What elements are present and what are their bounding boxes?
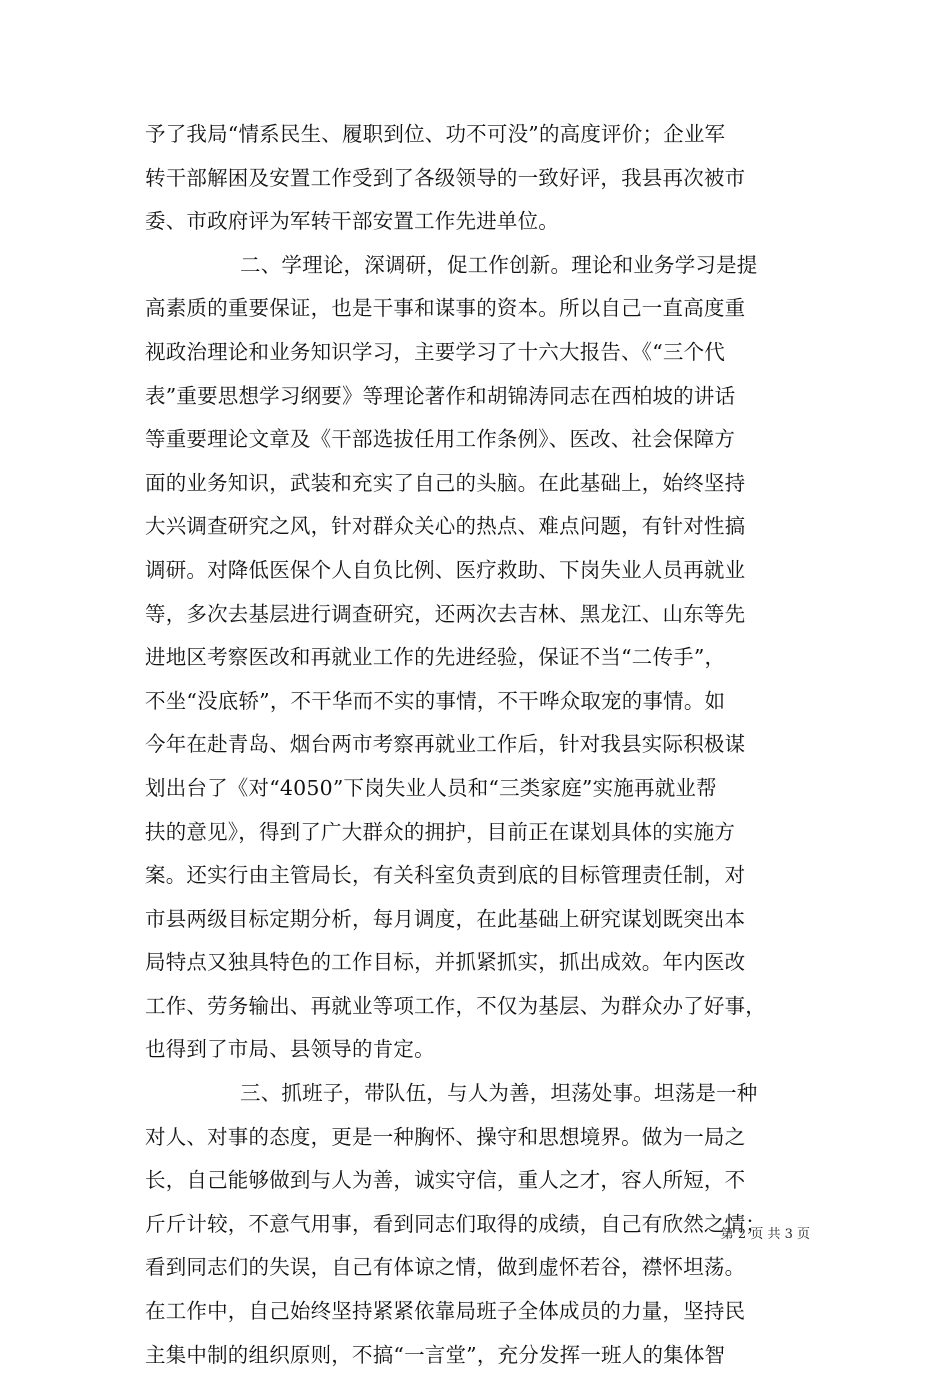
text-line: 面的业务知识，武装和充实了自己的头脑。在此基础上，始终坚持 [145, 470, 746, 495]
body-text [145, 113, 805, 1377]
text-line: 等重要理论文章及《干部选拔任用工作条例》、医改、社会保障方 [145, 427, 736, 452]
text-line: 看到同志们的失误，自己有体谅之情，做到虚怀若谷，襟怀坦荡。 [145, 1255, 746, 1280]
text-line: 今年在赴青岛、烟台两市考察再就业工作后，针对我县实际积极谋 [145, 732, 746, 757]
text-line: 表”重要思想学习纲要》等理论著作和胡锦涛同志在西柏坡的讲话 [145, 383, 736, 408]
text-line: 局特点又独具特色的工作目标，并抓紧抓实，抓出成效。年内医改 [145, 950, 746, 975]
text-line: 长，自己能够做到与人为善，诚实守信，重人之才，容人所短，不 [145, 1168, 746, 1193]
section-heading-line: 二、学理论，深调研，促工作创新。理论和业务学习是提 [240, 252, 758, 277]
text-line: 大兴调查研究之风，针对群众关心的热点、难点问题，有针对性搞 [145, 514, 746, 539]
page-number-footer: 第 2 页 共 3 页 [720, 1227, 810, 1242]
text-line: 扶的意见》，得到了广大群众的拥护，目前正在谋划具体的实施方 [145, 819, 736, 844]
text-line: 不坐“没底轿”，不干华而不实的事情，不干哗众取宠的事情。如 [145, 688, 726, 713]
text-line: 予了我局“情系民生、履职到位、功不可没”的高度评价；企业军 [145, 122, 726, 146]
text-line: 工作、劳务输出、再就业等项工作，不仅为基层、为群众办了好事， [145, 993, 766, 1018]
text-line: 进地区考察医改和再就业工作的先进经验，保证不当“二传手”， [145, 645, 726, 670]
text-line: 案。还实行由主管局长，有关科室负责到底的目标管理责任制，对 [145, 863, 746, 888]
section-heading-line: 三、抓班子，带队伍，与人为善，坦荡处事。坦荡是一种 [240, 1081, 758, 1106]
text-line: 调研。对降低医保个人自负比例、医疗救助、下岗失业人员再就业 [145, 557, 746, 582]
text-line: 主集中制的组织原则，不搞“一言堂”，充分发挥一班人的集体智 [145, 1342, 726, 1367]
text-line: 委、市政府评为军转干部安置工作先进单位。 [145, 209, 559, 234]
text-line: 等，多次去基层进行调查研究，还两次去吉林、黑龙江、山东等先 [145, 601, 746, 626]
text-line: 也得到了市局、县领导的肯定。 [145, 1037, 435, 1062]
text-line: 斤斤计较，不意气用事，看到同志们取得的成绩，自己有欣然之情； [145, 1211, 766, 1236]
text-line: 对人、对事的态度，更是一种胸怀、操守和思想境界。做为一局之 [145, 1124, 746, 1149]
text-line: 高素质的重要保证，也是干事和谋事的资本。所以自己一直高度重 [145, 296, 746, 321]
text-line: 视政治理论和业务知识学习，主要学习了十六大报告、《“三个代 [145, 339, 726, 364]
text-line: 转干部解困及安置工作受到了各级领导的一致好评，我县再次被市 [145, 165, 746, 190]
text-line: 在工作中，自己始终坚持紧紧依靠局班子全体成员的力量，坚持民 [145, 1299, 746, 1324]
text-line: 市县两级目标定期分析，每月调度，在此基础上研究谋划既突出本 [145, 906, 746, 931]
text-line: 划出台了《对“4050”下岗失业人员和“三类家庭”实施再就业帮 [145, 775, 717, 800]
